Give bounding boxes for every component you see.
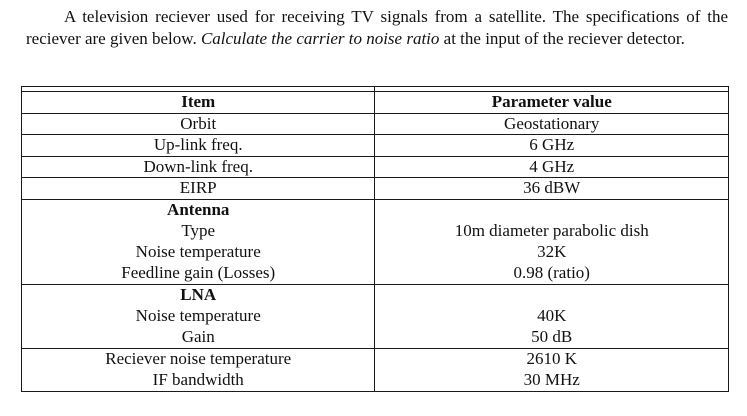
value-eirp: 36 dBW [375,178,729,200]
if-bandwidth-value: 30 MHz [523,369,580,389]
lna-noise-label: Noise temperature [135,305,261,325]
table-row [22,135,729,157]
receiver-noise-value: 2610 K [526,348,577,368]
antenna-type-value: 10m diameter parabolic dish [454,220,649,240]
table-row [22,113,729,135]
antenna-feedline-label: Feedline gain (Losses) [121,262,276,282]
item-orbit: Orbit [22,113,375,135]
receiver-noise-label: Reciever noise temperature [105,348,292,368]
lna-gain-label: Gain [181,326,215,346]
receiver-items [22,348,375,391]
antenna-items [22,199,375,284]
lna-noise-value: 40K [537,305,567,325]
problem-text-before: A television reciever used for receiving TV signals from a satellite. The specifications of the reciever are given below. [26,7,728,48]
value-uplink: 6 GHz [375,135,729,157]
lna-group [22,284,729,348]
problem-statement [26,6,728,49]
antenna-title-spacer [375,200,728,221]
item-eirp: EIRP [22,178,375,200]
problem-text-after: at the input of the reciever detector. [439,28,685,48]
table-row [22,156,729,178]
header-value: Parameter value [375,92,729,114]
value-orbit: Geostationary [375,113,729,135]
antenna-noise-value: 32K [537,241,567,261]
header-row [22,92,729,114]
header-item: Item [22,92,375,114]
value-downlink: 4 GHz [375,156,729,178]
receiver-group [22,348,729,391]
lna-values [375,284,729,348]
lna-title-spacer [375,285,728,306]
receiver-values [375,348,729,391]
antenna-noise-label: Noise temperature [135,241,261,261]
lna-title: LNA [180,284,217,304]
antenna-values [375,199,729,284]
antenna-type-label: Type [181,220,216,240]
item-downlink: Down-link freq. [22,156,375,178]
lna-gain-value: 50 dB [531,326,573,346]
antenna-feedline-value: 0.98 (ratio) [513,262,590,282]
antenna-title: Antenna [167,199,230,219]
antenna-group [22,199,729,284]
problem-text-italic: Calculate the carrier to noise ratio [200,28,440,48]
if-bandwidth-label: IF bandwidth [152,369,244,389]
lna-items [22,284,375,348]
table-row [22,178,729,200]
item-uplink: Up-link freq. [22,135,375,157]
specification-table [21,86,729,392]
